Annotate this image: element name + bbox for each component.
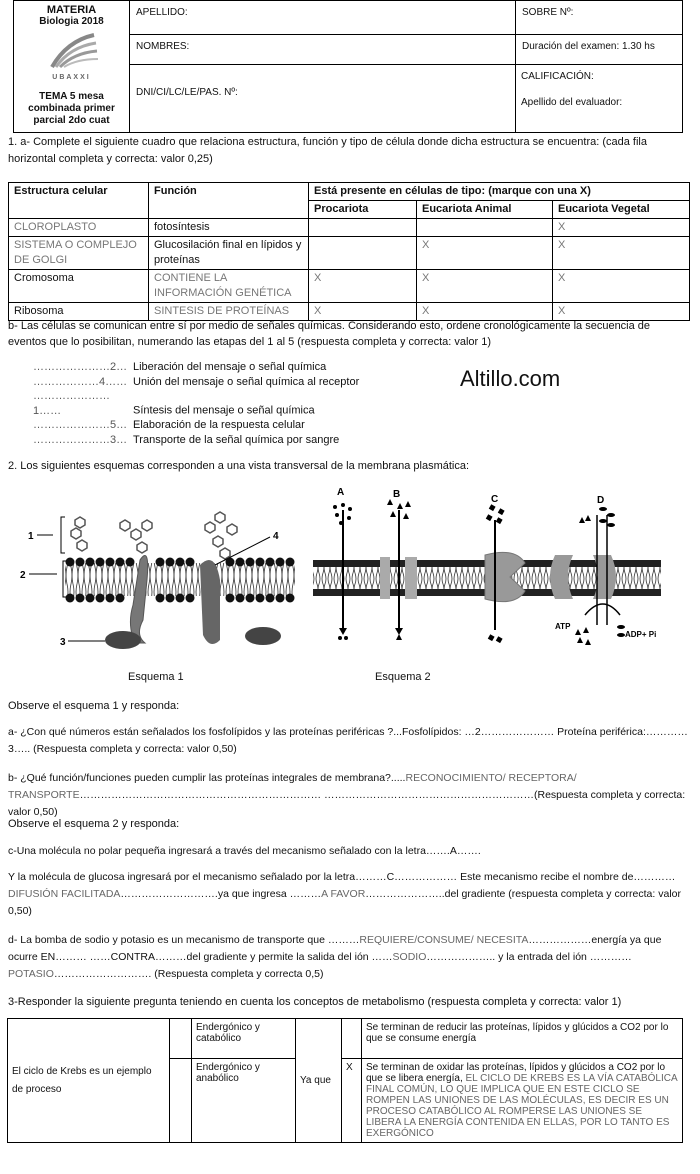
adp-label: ADP+ Pi [625,630,657,639]
label-d: D [597,495,605,506]
q2c2-b: ……………………….ya que ingresa ……… [120,888,322,900]
col-eucariota-animal: Eucariota Animal [417,201,553,219]
q2d-d: ………………………. (Respuesta completa y correcta 0,5) [53,968,324,980]
list-item [33,418,359,433]
q1b-text: b- Las células se comunican entre sí por medio de señales químicas. Considerando esto, ordene cronológicamente la secuencia de eventos que lo posibilitan, numerando las etapas del 1 al 5 (respuesta completa y correcta: valor 1) [8,320,651,348]
q1-table [8,182,690,321]
list-item [33,389,359,418]
q2a-text: a- ¿Con qué números están señalados los fosfolípidos y las proteínas periféricas ?...Fosfolípidos: …2………………… Proteína periférica:…………3….. (Respuesta completa y correcta: valor 0,50) [8,726,688,755]
q2d-c: ……………….. y la entrada del ión ………… [426,951,632,963]
cell-funcion: fotosíntesis [149,219,309,237]
cell-estructura: SISTEMA O COMPLEJO DE GOLGI [9,237,149,270]
cell-eucariota-animal [417,219,553,237]
seq-text: Síntesis del mensaje o señal química [133,404,315,417]
col-estructura: Estructura celular [9,183,149,219]
q2c2-answer-1: DIFUSIÓN FACILITADA [8,888,121,900]
q2d-answer-1: REQUIERE/CONSUME/ NECESITA [359,934,529,946]
q3-mark-1[interactable] [170,1019,192,1059]
cell-funcion: Glucosilación final en lípidos y proteínas [149,237,309,270]
label-b: B [393,489,401,500]
atp-label: ATP [555,622,571,631]
q3-reason-2-cell [362,1059,683,1143]
dni-field[interactable]: DNI/CI/LC/LE/PAS. Nº: [136,87,238,98]
membrane-diagrams [15,485,695,685]
sobre-field[interactable]: SOBRE Nº: [516,1,683,35]
q2d-b: ………………energía ya que ocurre EN……… ……CONTRA………del gradiente y permite la salida del ión …… [8,934,662,963]
cell-eucariota-vegetal: X [553,303,690,321]
col-eucariota-vegetal: Eucariota Vegetal [553,201,690,219]
ubaxxi-logo-text: UBAXXI [52,74,91,81]
q3-table [7,1018,683,1143]
cell-procariota: X [309,303,417,321]
q2b-block [8,770,690,821]
q2c2-block [8,869,690,920]
cell-procariota [309,237,417,270]
seq-number: …………………5… [33,419,128,431]
q2b-question: b- ¿Qué función/funciones pueden cumplir las proteínas integrales de membrana?..... [8,772,406,784]
header-logo-cell [14,1,130,132]
ubaxxi-logo-icon [42,31,102,71]
col-procariota: Procariota [309,201,417,219]
q1-text: 1. a- Complete el siguiente cuadro que relaciona estructura, función y tipo de célula donde dicha estructura se encuentra: (cada fila horizontal completa y correcta: valor 0,25) [8,136,647,165]
label-c: C [491,494,499,505]
esquema-1-caption: Esquema 1 [128,671,184,683]
label-4: 4 [273,531,279,542]
cell-eucariota-animal: X [417,303,553,321]
esquema-2-caption: Esquema 2 [375,671,431,683]
seq-text: Unión del mensaje o señal química al receptor [133,375,360,388]
q3-ya-que: Ya que [296,1019,342,1143]
q3-reason-1: Se terminan de reducir las proteínas, lípidos y glúcidos a CO2 por lo que se consume energía [362,1019,683,1059]
exam-meta [516,1,683,132]
cell-eucariota-vegetal: X [553,237,690,270]
list-item [33,433,359,448]
watermark: Altillo.com [460,366,561,391]
q2b-answer: RECONOCIMIENTO/ RECEPTORA/ TRANSPORTE [8,772,577,801]
q3-option-1: Endergónico y catabólico [192,1019,296,1059]
q2d-a: d- La bomba de sodio y potasio es un mecanismo de transporte que ……… [8,934,360,946]
seq-text: Elaboración de la respuesta celular [133,419,305,431]
q2c2-a: Y la molécula de glucosa ingresará por el mecanismo señalado por la letra………C……………… Este mecanismo recibe el nombre de………… [8,871,676,883]
seq-number: …………………3… [33,433,128,446]
cell-funcion: CONTIENE LA INFORMACIÓN GENÉTICA [149,270,309,303]
seq-text: Liberación del mensaje o señal química [133,361,327,373]
duracion-label: Duración del examen: 1.30 hs [516,35,683,65]
cell-procariota [309,219,417,237]
q3-stem: El ciclo de Krebs es un ejemplo de proceso [8,1019,170,1143]
exam-header [13,0,683,133]
cell-estructura: Cromosoma [9,270,149,303]
label-1: 1 [28,531,34,542]
materia-label: MATERIA [46,4,97,16]
sequence-list [33,360,359,447]
q3-reason-mark-2[interactable]: X [342,1059,362,1143]
table-row [9,219,690,237]
evaluador-field[interactable]: Apellido del evaluador: [521,97,623,108]
obs-esquema-2: Observe el esquema 2 y responda: [8,818,180,830]
seq-number: ………………4…… [33,375,128,388]
label-2: 2 [20,570,26,581]
apellido-field[interactable]: APELLIDO: [130,1,515,35]
table-row [9,237,690,270]
q3-text: 3-Responder la siguiente pregunta teniendo en cuenta los conceptos de metabolismo (respuesta completa y correcta: valor 1) [8,996,622,1008]
table-row [9,270,690,303]
seq-text: Transporte de la señal química por sangre [133,433,340,446]
cell-eucariota-animal: X [417,270,553,303]
q3-option-2: Endergónico y anabólico [192,1059,296,1143]
list-item [33,375,359,390]
cell-estructura: Ribosoma [9,303,149,321]
label-3: 3 [60,637,66,648]
col-funcion: Función [149,183,309,219]
q3-reason-mark-1[interactable] [342,1019,362,1059]
student-info [130,1,516,132]
q2-text: 2. Los siguientes esquemas corresponden a una vista transversal de la membrana plasmática: [8,460,470,472]
q2d-block [8,932,690,983]
q2c2-answer-2: A FAVOR [321,888,366,900]
esquema-2-diagram [313,487,661,645]
course-name: Biologia 2018 [39,16,104,27]
esquema-1-diagram [20,512,295,649]
q3-mark-2[interactable] [170,1059,192,1143]
cell-estructura: CLOROPLASTO [9,219,149,237]
seq-number: …………………2… [33,361,128,373]
list-item [33,360,359,375]
cell-eucariota-animal: X [417,237,553,270]
q2d-answer-3: POTASIO [8,968,54,980]
exam-title: TEMA 5 mesa combinada primer parcial 2do cuat [28,91,115,126]
col-presente: Está presente en células de tipo: (marque con una X) [309,183,690,201]
cell-eucariota-vegetal: X [553,219,690,237]
obs-esquema-1: Observe el esquema 1 y responda: [8,700,180,712]
seq-number: …………………1…… [33,390,110,417]
q2d-answer-2: SODIO [392,951,427,963]
q2c2-c: …………………..del gradiente (respuesta completa y correcta: valor 0,50) [8,888,681,917]
cell-funcion: SINTESIS DE PROTEÍNAS [149,303,309,321]
calificacion-field[interactable]: CALIFICACIÓN: [521,71,594,82]
q2b-tail: …………………………………………………………… ……………………………………………………(Respuesta completa y correcta: valor 0,50) [8,789,686,818]
label-a: A [337,487,345,498]
cell-procariota: X [309,270,417,303]
q3-reason-2: Se terminan de oxidar las proteínas, lípidos y glúcidos a CO2 por lo que se libera energía, [366,1062,666,1084]
q2c-text: c-Una molécula no polar pequeña ingresará a través del mecanismo señalado con la letra…….A……. [8,845,481,857]
cell-eucariota-vegetal: X [553,270,690,303]
q3-reason-2-answer: EL CICLO DE KREBS ES LA VÍA CATABÓLICA FINAL COMÚN, LO QUE IMPLICA QUE EN ESTE CICLO SE ROMPEN LAS UNIONES DE LAS MOLÉCULAS, ES DECIR ES UN PROCESO CATABÓLICO AL ROMPERSE LAS UNIONES SE LIBERA LA ENERGÍA CONTENIDA EN ELLAS, POR LO TANTO ES EXERGÓNICO [366,1073,678,1139]
nombres-field[interactable]: NOMBRES: [130,35,515,65]
